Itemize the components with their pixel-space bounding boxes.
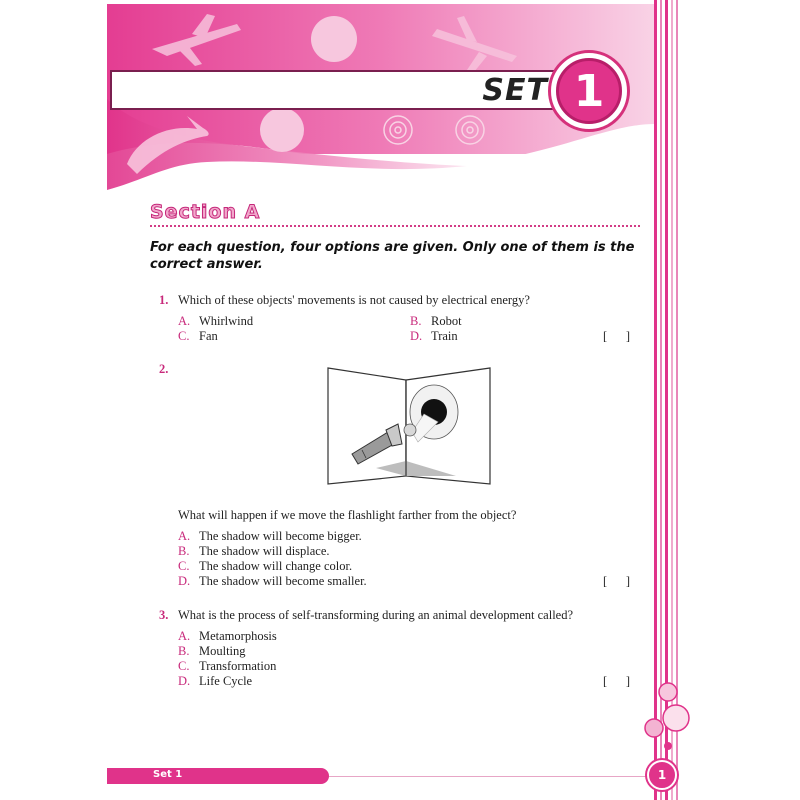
instructions: For each question, four options are given. Only one of them is the correct answer. — [150, 240, 635, 272]
footer-label: Set 1 — [153, 769, 183, 780]
planet-icon — [311, 16, 357, 62]
set-label: SET — [482, 72, 548, 108]
option-letter: D. — [178, 674, 191, 688]
option-text: Robot — [431, 314, 462, 328]
question-3-option-b[interactable] — [178, 644, 246, 659]
option-letter: B. — [178, 544, 190, 558]
question-3-text: What is the process of self-transforming during an animal development called? — [178, 608, 574, 622]
option-text: The shadow will become bigger. — [199, 529, 362, 543]
option-text: Transformation — [199, 659, 277, 673]
section-divider — [150, 225, 640, 227]
flashlight-shadow-figure — [326, 366, 491, 486]
option-text: Moulting — [199, 644, 246, 658]
bubbles-decoration — [640, 680, 695, 760]
option-text: The shadow will become smaller. — [199, 574, 367, 588]
answer-bracket[interactable]: [ ] — [603, 329, 631, 343]
footer-divider — [329, 776, 647, 777]
question-1-option-b[interactable] — [410, 314, 462, 329]
page-number-badge — [647, 760, 677, 790]
question-2-option-a[interactable] — [178, 529, 362, 544]
question-3-option-d[interactable] — [178, 674, 252, 689]
option-text: Metamorphosis — [199, 629, 277, 643]
section-title: Section A — [150, 201, 261, 223]
option-letter: A. — [178, 529, 191, 543]
question-2-option-d[interactable] — [178, 574, 367, 589]
question-3-option-a[interactable] — [178, 629, 277, 644]
object-ball-icon — [404, 424, 416, 436]
set-number: 1 — [573, 65, 605, 117]
planet-icon — [260, 108, 304, 152]
question-2-text: What will happen if we move the flashlight farther from the object? — [178, 508, 517, 522]
option-letter: A. — [178, 629, 191, 643]
option-letter: D. — [178, 574, 191, 588]
option-letter: A. — [178, 314, 191, 328]
footer-bar — [107, 768, 329, 784]
question-1-text: Which of these objects' movements is not caused by electrical energy? — [178, 293, 530, 307]
question-2-option-b[interactable] — [178, 544, 330, 559]
question-1-number: 1. — [159, 293, 169, 307]
option-text: The shadow will displace. — [199, 544, 330, 558]
option-letter: B. — [178, 644, 190, 658]
answer-bracket[interactable]: [ ] — [603, 674, 631, 688]
question-2-number: 2. — [159, 362, 169, 376]
option-text: Whirlwind — [199, 314, 254, 328]
question-1-option-c[interactable] — [178, 329, 218, 344]
page-number: 1 — [657, 768, 667, 782]
option-letter: C. — [178, 659, 190, 673]
question-2-option-c[interactable] — [178, 559, 352, 574]
set-title-bar — [110, 70, 580, 110]
option-letter: C. — [178, 559, 190, 573]
question-3-number: 3. — [159, 608, 169, 622]
set-number-badge — [548, 50, 630, 132]
question-1-option-a[interactable] — [178, 314, 253, 329]
option-text: Fan — [199, 329, 218, 343]
option-letter: C. — [178, 329, 190, 343]
question-1-option-d[interactable] — [410, 329, 458, 344]
option-letter: D. — [410, 329, 423, 343]
option-text: Train — [431, 329, 458, 343]
set-number-circle — [556, 58, 622, 124]
option-letter: B. — [410, 314, 422, 328]
option-text: The shadow will change color. — [199, 559, 353, 573]
answer-bracket[interactable]: [ ] — [603, 574, 631, 588]
option-text: Life Cycle — [199, 674, 253, 688]
question-3-option-c[interactable] — [178, 659, 276, 674]
